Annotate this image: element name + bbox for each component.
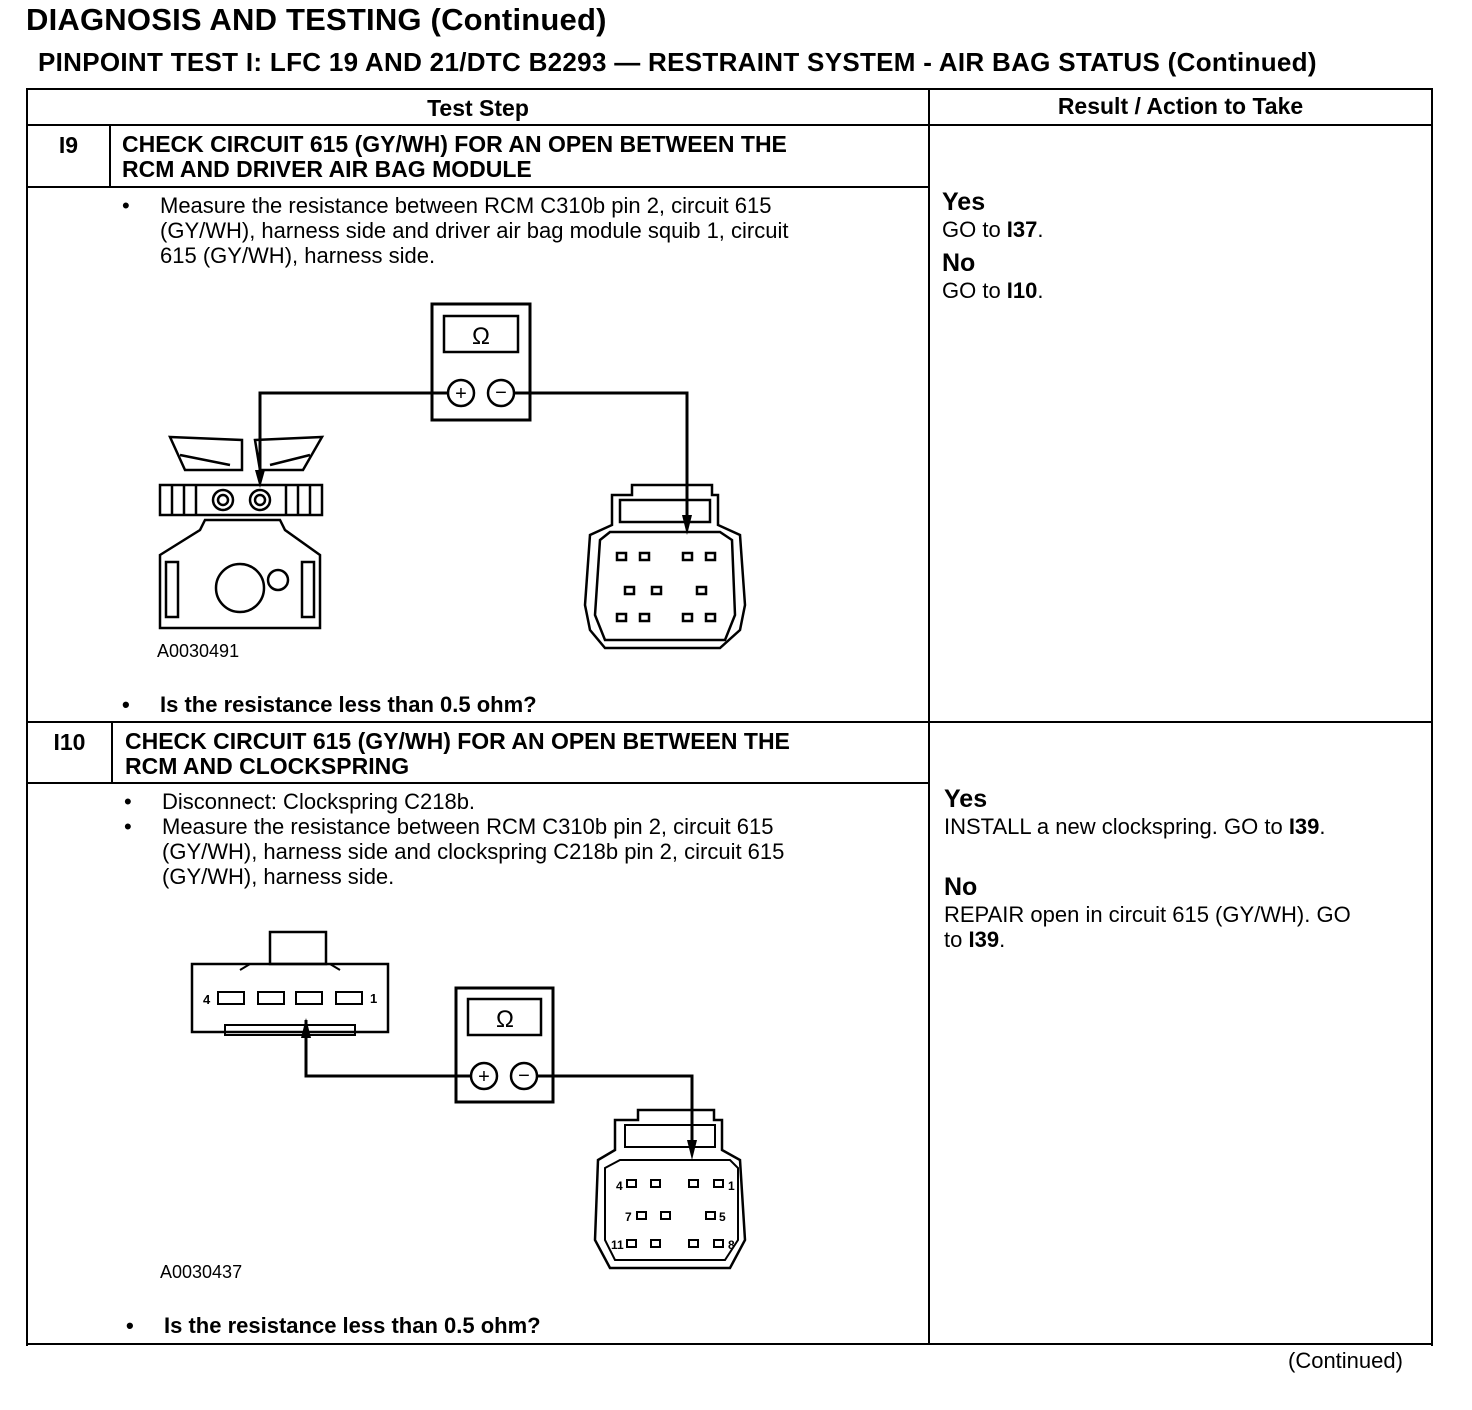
- pin-label: 1: [728, 1179, 735, 1193]
- positive-lead: [260, 393, 448, 470]
- step-title-divider: [26, 186, 929, 188]
- step-title-line: RCM AND DRIVER AIR BAG MODULE: [122, 156, 532, 182]
- rcm-connector: [585, 485, 745, 648]
- instruction-line: (GY/WH), harness side and clockspring C218b pin 2, circuit 615: [162, 839, 785, 864]
- instruction-line: 615 (GY/WH), harness side.: [160, 243, 436, 268]
- step-reference-link[interactable]: I39: [1288, 814, 1320, 839]
- question-text: Is the resistance less than 0.5 ohm?: [164, 1313, 541, 1338]
- step-id-divider: [111, 723, 113, 783]
- pin-label: 7: [625, 1210, 632, 1224]
- test-question: [126, 1313, 541, 1339]
- result-i9: [942, 188, 1044, 303]
- probe-tip: [687, 1140, 697, 1160]
- step-id: I10: [53, 729, 86, 755]
- instruction-line: Disconnect: Clockspring C218b.: [162, 789, 476, 814]
- yes-action: INSTALL a new clockspring. GO to I39.: [944, 814, 1326, 839]
- air-bag-module-connector: [160, 437, 322, 628]
- step-title: [122, 132, 787, 182]
- result-i10: [944, 785, 1424, 952]
- ohmmeter-body: [432, 304, 530, 420]
- wiring-diagram-figure: [180, 925, 760, 1280]
- step-reference-link[interactable]: I39: [968, 927, 1000, 952]
- test-question: [122, 692, 537, 718]
- pin-label: 1: [370, 991, 378, 1006]
- plus-symbol: +: [455, 383, 467, 405]
- header-divider: [26, 124, 1433, 126]
- step-title-line: CHECK CIRCUIT 615 (GY/WH) FOR AN OPEN BETWEEN THE: [125, 728, 790, 754]
- step-title-line: RCM AND CLOCKSPRING: [125, 753, 410, 779]
- instruction-bullet: [124, 814, 785, 889]
- table-border-right: [1431, 88, 1433, 1346]
- figure-id: A0030491: [157, 641, 240, 661]
- minus-symbol: −: [495, 382, 507, 404]
- table-border-top: [26, 88, 1431, 90]
- continued-footer: (Continued): [1288, 1348, 1403, 1373]
- ohm-symbol: Ω: [472, 323, 490, 350]
- instruction-bullet: [124, 789, 476, 814]
- ohm-symbol: Ω: [496, 1006, 514, 1033]
- plus-symbol: +: [478, 1066, 490, 1088]
- pin-label: 4: [203, 992, 211, 1007]
- yes-label: Yes: [944, 785, 988, 813]
- pin-label: 8: [728, 1238, 735, 1252]
- connector-latch: [270, 932, 326, 964]
- column-divider: [928, 88, 930, 1344]
- instruction-bullet: [122, 193, 789, 268]
- pin-label: 4: [616, 1179, 623, 1193]
- step-reference-link[interactable]: I10: [1006, 278, 1038, 303]
- instruction-line: Measure the resistance between RCM C310b pin 2, circuit 615: [160, 193, 772, 218]
- step-reference-link[interactable]: I37: [1006, 217, 1038, 242]
- no-action: GO to I10.: [942, 278, 1044, 303]
- table-border-bottom: [28, 1343, 1433, 1345]
- negative-lead: [514, 393, 687, 515]
- bullet-dot: •: [122, 193, 130, 218]
- figure-id: A0030437: [160, 1262, 243, 1282]
- instruction-line: Measure the resistance between RCM C310b pin 2, circuit 615: [162, 814, 774, 839]
- minus-symbol: −: [518, 1065, 530, 1087]
- column-header-result: Result / Action to Take: [1057, 93, 1304, 119]
- step-id-divider: [109, 126, 111, 187]
- probe-tip: [301, 1018, 311, 1038]
- yes-action: GO to I37.: [942, 217, 1044, 242]
- question-text: Is the resistance less than 0.5 ohm?: [160, 692, 537, 717]
- table-border-left: [26, 88, 28, 1346]
- wiring-diagram-figure: [150, 295, 770, 660]
- yes-label: Yes: [942, 188, 986, 216]
- column-header-test-step: Test Step: [427, 95, 529, 121]
- bullet-dot: •: [124, 789, 132, 814]
- step-title-divider: [26, 782, 929, 784]
- no-label: No: [942, 249, 976, 277]
- page-title: DIAGNOSIS AND TESTING (Continued): [26, 2, 607, 37]
- pin-label: 5: [719, 1210, 726, 1224]
- instruction-line: (GY/WH), harness side.: [162, 864, 395, 889]
- pinpoint-test-subtitle: PINPOINT TEST I: LFC 19 AND 21/DTC B2293 — RESTRAINT SYSTEM - AIR BAG STATUS (Continued): [38, 47, 1317, 77]
- clockspring-connector: [192, 964, 388, 1032]
- step-id: I9: [58, 132, 79, 158]
- row-divider: [26, 721, 1433, 723]
- bullet-dot: •: [126, 1313, 134, 1338]
- bullet-dot: •: [124, 814, 132, 839]
- pin-label: 11: [611, 1238, 624, 1252]
- no-action: to I39.: [944, 927, 1006, 952]
- instruction-line: (GY/WH), harness side and driver air bag module squib 1, circuit: [160, 218, 789, 243]
- step-title: [125, 729, 790, 779]
- no-action: REPAIR open in circuit 615 (GY/WH). GO: [944, 902, 1351, 927]
- step-title-line: CHECK CIRCUIT 615 (GY/WH) FOR AN OPEN BETWEEN THE: [122, 131, 787, 157]
- no-label: No: [944, 873, 978, 901]
- bullet-dot: •: [122, 692, 130, 717]
